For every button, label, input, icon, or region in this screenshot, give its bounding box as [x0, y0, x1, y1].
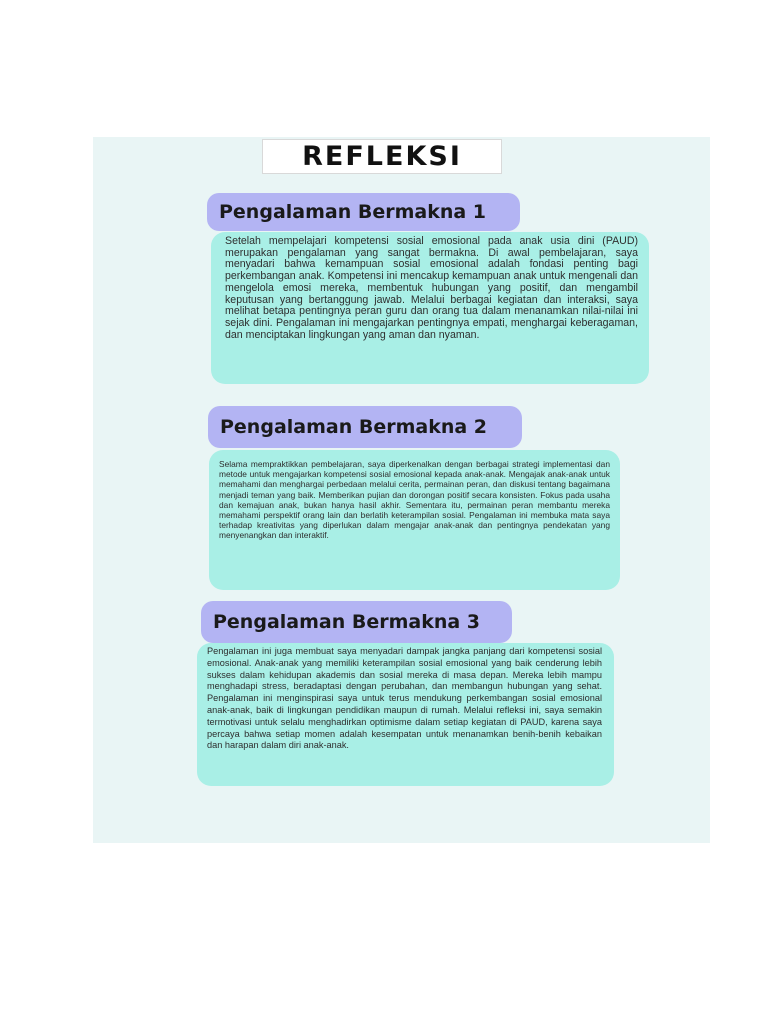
- title-box: [262, 139, 502, 174]
- section-heading-3: [201, 601, 512, 643]
- section-body-2-text: Selama mempraktikkan pembelajaran, saya diperkenalkan dengan berbagai strategi implementasi dan metode untuk mengajarkan kompetensi sosial emosional kepada anak-anak. Mengajak anak-anak untuk memahami dan menghargai perbedaan melalui cerita, permainan peran, dan diskusi tentang bagaimana menjadi teman yang baik. Memberikan pujian dan dorongan positif secara konsisten. Fokus pada usaha dan kemajuan anak, bukan hanya hasil akhir. Sementara itu, permainan peran membantu mereka memahami perspektif orang lain dan berlatih keterampilan sosial. Pengalaman ini membuka mata saya terhadap kreativitas yang diperlukan dalam mengajar anak-anak dan pentingnya pendekatan yang menyenangkan dan interaktif.: [219, 459, 610, 541]
- section-body-3-text: Pengalaman ini juga membuat saya menyadari dampak jangka panjang dari kompetensi sosial emosional. Anak-anak yang memiliki keterampilan sosial emosional yang baik cenderung lebih sukses dalam kehidupan akademis dan sosial mereka di masa depan. Mereka lebih mampu menghadapi stress, beradaptasi dengan perubahan, dan membangun hubungan yang sehat. Pengalaman ini menginspirasi saya untuk terus mendukung perkembangan sosial emosional anak-anak, baik di lingkungan pendidikan maupun di rumah. Melalui refleksi ini, saya semakin termotivasi untuk selalu menghadirkan optimisme dalam setiap kegiatan di PAUD, karena saya percaya bahwa setiap momen adalah kesempatan untuk menanamkan benih-benih kebaikan dan harapan dalam diri anak-anak.: [207, 646, 602, 751]
- section-body-1: [211, 232, 649, 384]
- section-heading-1-text: Pengalaman Bermakna 1: [219, 201, 487, 223]
- section-heading-2: [208, 406, 522, 448]
- section-body-2: [209, 450, 620, 590]
- section-heading-1: [207, 193, 520, 231]
- section-heading-2-text: Pengalaman Bermakna 2: [220, 416, 488, 438]
- page-title: REFLEKSI: [302, 141, 462, 172]
- section-body-3: [197, 643, 614, 786]
- section-body-1-text: Setelah mempelajari kompetensi sosial emosional pada anak usia dini (PAUD) merupakan pengalaman yang sangat bermakna. Di awal pembelajaran, saya menyadari bahwa kemampuan sosial emosional adalah fondasi penting bagi perkembangan anak. Kompetensi ini mencakup kemampuan anak untuk mengenali dan mengelola emosi mereka, membentuk hubungan yang positif, dan mengambil keputusan yang bertanggung jawab. Melalui berbagai kegiatan dan interaksi, saya melihat betapa pentingnya peran guru dan orang tua dalam menanamkan nilai-nilai ini sejak dini. Pengalaman ini mengajarkan pentingnya empati, menghargai keberagaman, dan menciptakan lingkungan yang aman dan nyaman.: [225, 235, 638, 341]
- section-heading-3-text: Pengalaman Bermakna 3: [213, 611, 481, 633]
